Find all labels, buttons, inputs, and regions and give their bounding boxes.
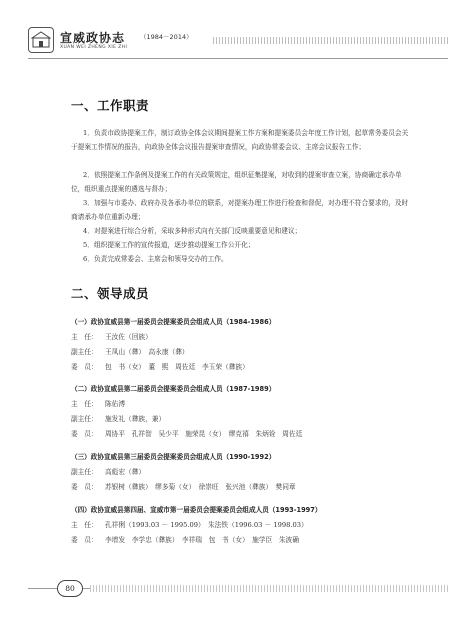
- duty-text-6: 6．负责完成常委会、主席会和领导交办的工作。: [83, 255, 228, 263]
- role-label: 委 员：: [71, 363, 98, 371]
- member-names: 孔祥俐（1993.03 － 1995.09） 朱法铁（1996.03 － 1998.03）: [105, 521, 308, 529]
- member-row: [71, 398, 125, 408]
- section-heading-leaders: 二、领导成员: [71, 286, 150, 301]
- footer-decorative-band: [90, 585, 448, 592]
- role-label: 副主任：: [71, 468, 98, 476]
- group-title-4: （四）政协宣威县第四届、宣威市第一届委员会提案委员会组成人员（1993-1997）: [71, 506, 322, 514]
- duty-text-2: 2．依照提案工作条例及提案工作的有关政策规定，组织征集提案，对收到的提案审查立案，协商确定承办单位，组织重点提案的遴选与督办；: [71, 171, 402, 193]
- duty-text-4: 4．对提案进行综合分析，采取多种形式向有关部门反映重要意见和建议；: [83, 227, 302, 235]
- role-label: 委 员：: [71, 536, 98, 544]
- book-pinyin: XUAN WEI ZHENG XIE ZHI: [60, 45, 128, 50]
- header-rule: [28, 58, 448, 59]
- duty-paragraph-6: [71, 252, 409, 266]
- duty-text-5: 5．组织提案工作的宣传报道，逐步推动提案工作公开化；: [83, 241, 255, 249]
- member-row: [71, 534, 299, 544]
- member-row: [71, 346, 189, 356]
- page-header: [28, 27, 448, 57]
- role-label: 主 任：: [71, 333, 98, 341]
- member-row: [71, 361, 249, 371]
- member-names: 施发礼（彝族，兼）: [105, 415, 166, 423]
- duty-text-3: 3．加强与市委办、政府办及各承办单位的联系，对提案办理工作进行检查和督促，对办理不符合要求的，及时商请承办单位重新办理；: [71, 199, 409, 221]
- section-heading-duties: 一、工作职责: [71, 98, 150, 113]
- member-names: 王凤山（彝） 高永康（彝）: [105, 348, 189, 356]
- duty-paragraph-2: [71, 168, 409, 196]
- book-years: （1984－2014）: [140, 33, 193, 41]
- role-label: 副主任：: [71, 348, 98, 356]
- group-title-1: （一）政协宣威县第一届委员会提案委员会组成人员（1984-1986）: [71, 318, 276, 326]
- page-number: 80: [57, 580, 83, 597]
- member-names: 周协平 孔祥智 吴少平 施荣昆（女） 缪克禧 朱炳铨 周佐廷: [105, 430, 303, 438]
- member-names: 高彪宏（彝）: [105, 468, 146, 476]
- member-names: 李增发 李学忠（彝族） 李祥瑞 包 书（女） 施学臣 朱波确: [105, 536, 299, 544]
- duty-paragraph-3: [71, 196, 409, 224]
- member-row: [71, 428, 302, 438]
- role-label: 主 任：: [71, 400, 98, 408]
- emblem-logo: [28, 27, 54, 53]
- member-row: [71, 519, 308, 529]
- role-label: 委 员：: [71, 430, 98, 438]
- duty-paragraph-1: [71, 126, 409, 154]
- member-row: [71, 413, 165, 423]
- header-decorative-band: [213, 37, 448, 44]
- member-names: 陈佑溥: [105, 400, 126, 408]
- duty-paragraph-5: [71, 238, 409, 252]
- member-names: 苏银树（彝族） 缪多菊（女） 徐崇旺 张兴池（彝族） 樊同章: [105, 483, 296, 491]
- member-row: [71, 466, 145, 476]
- duty-text-1: 1．负责市政协提案工作，制订政协全体会议期间提案工作方案和提案委员会年度工作计划，起草常务委员会关于提案工作情况的报告，向政协全体会议报告提案审查情况，向政协常委会议、主席会议报告工作；: [71, 129, 409, 151]
- group-title-3: （三）政协宣威县第三届委员会提案委员会组成人员（1990-1992）: [71, 453, 276, 461]
- book-title: 宣威政协志: [60, 31, 126, 45]
- role-label: 副主任：: [71, 415, 98, 423]
- member-row: [71, 481, 296, 491]
- building-icon: [31, 30, 51, 50]
- member-names: 包 书（女） 董 熙 周佐廷 李玉荣（彝族）: [105, 363, 249, 371]
- member-row: [71, 331, 152, 341]
- role-label: 委 员：: [71, 483, 98, 491]
- role-label: 主 任：: [71, 521, 98, 529]
- group-title-2: （二）政协宣威县第二届委员会提案委员会组成人员（1987-1989）: [71, 385, 276, 393]
- member-names: 王汝佐（回族）: [105, 333, 152, 341]
- duty-paragraph-4: [71, 224, 409, 238]
